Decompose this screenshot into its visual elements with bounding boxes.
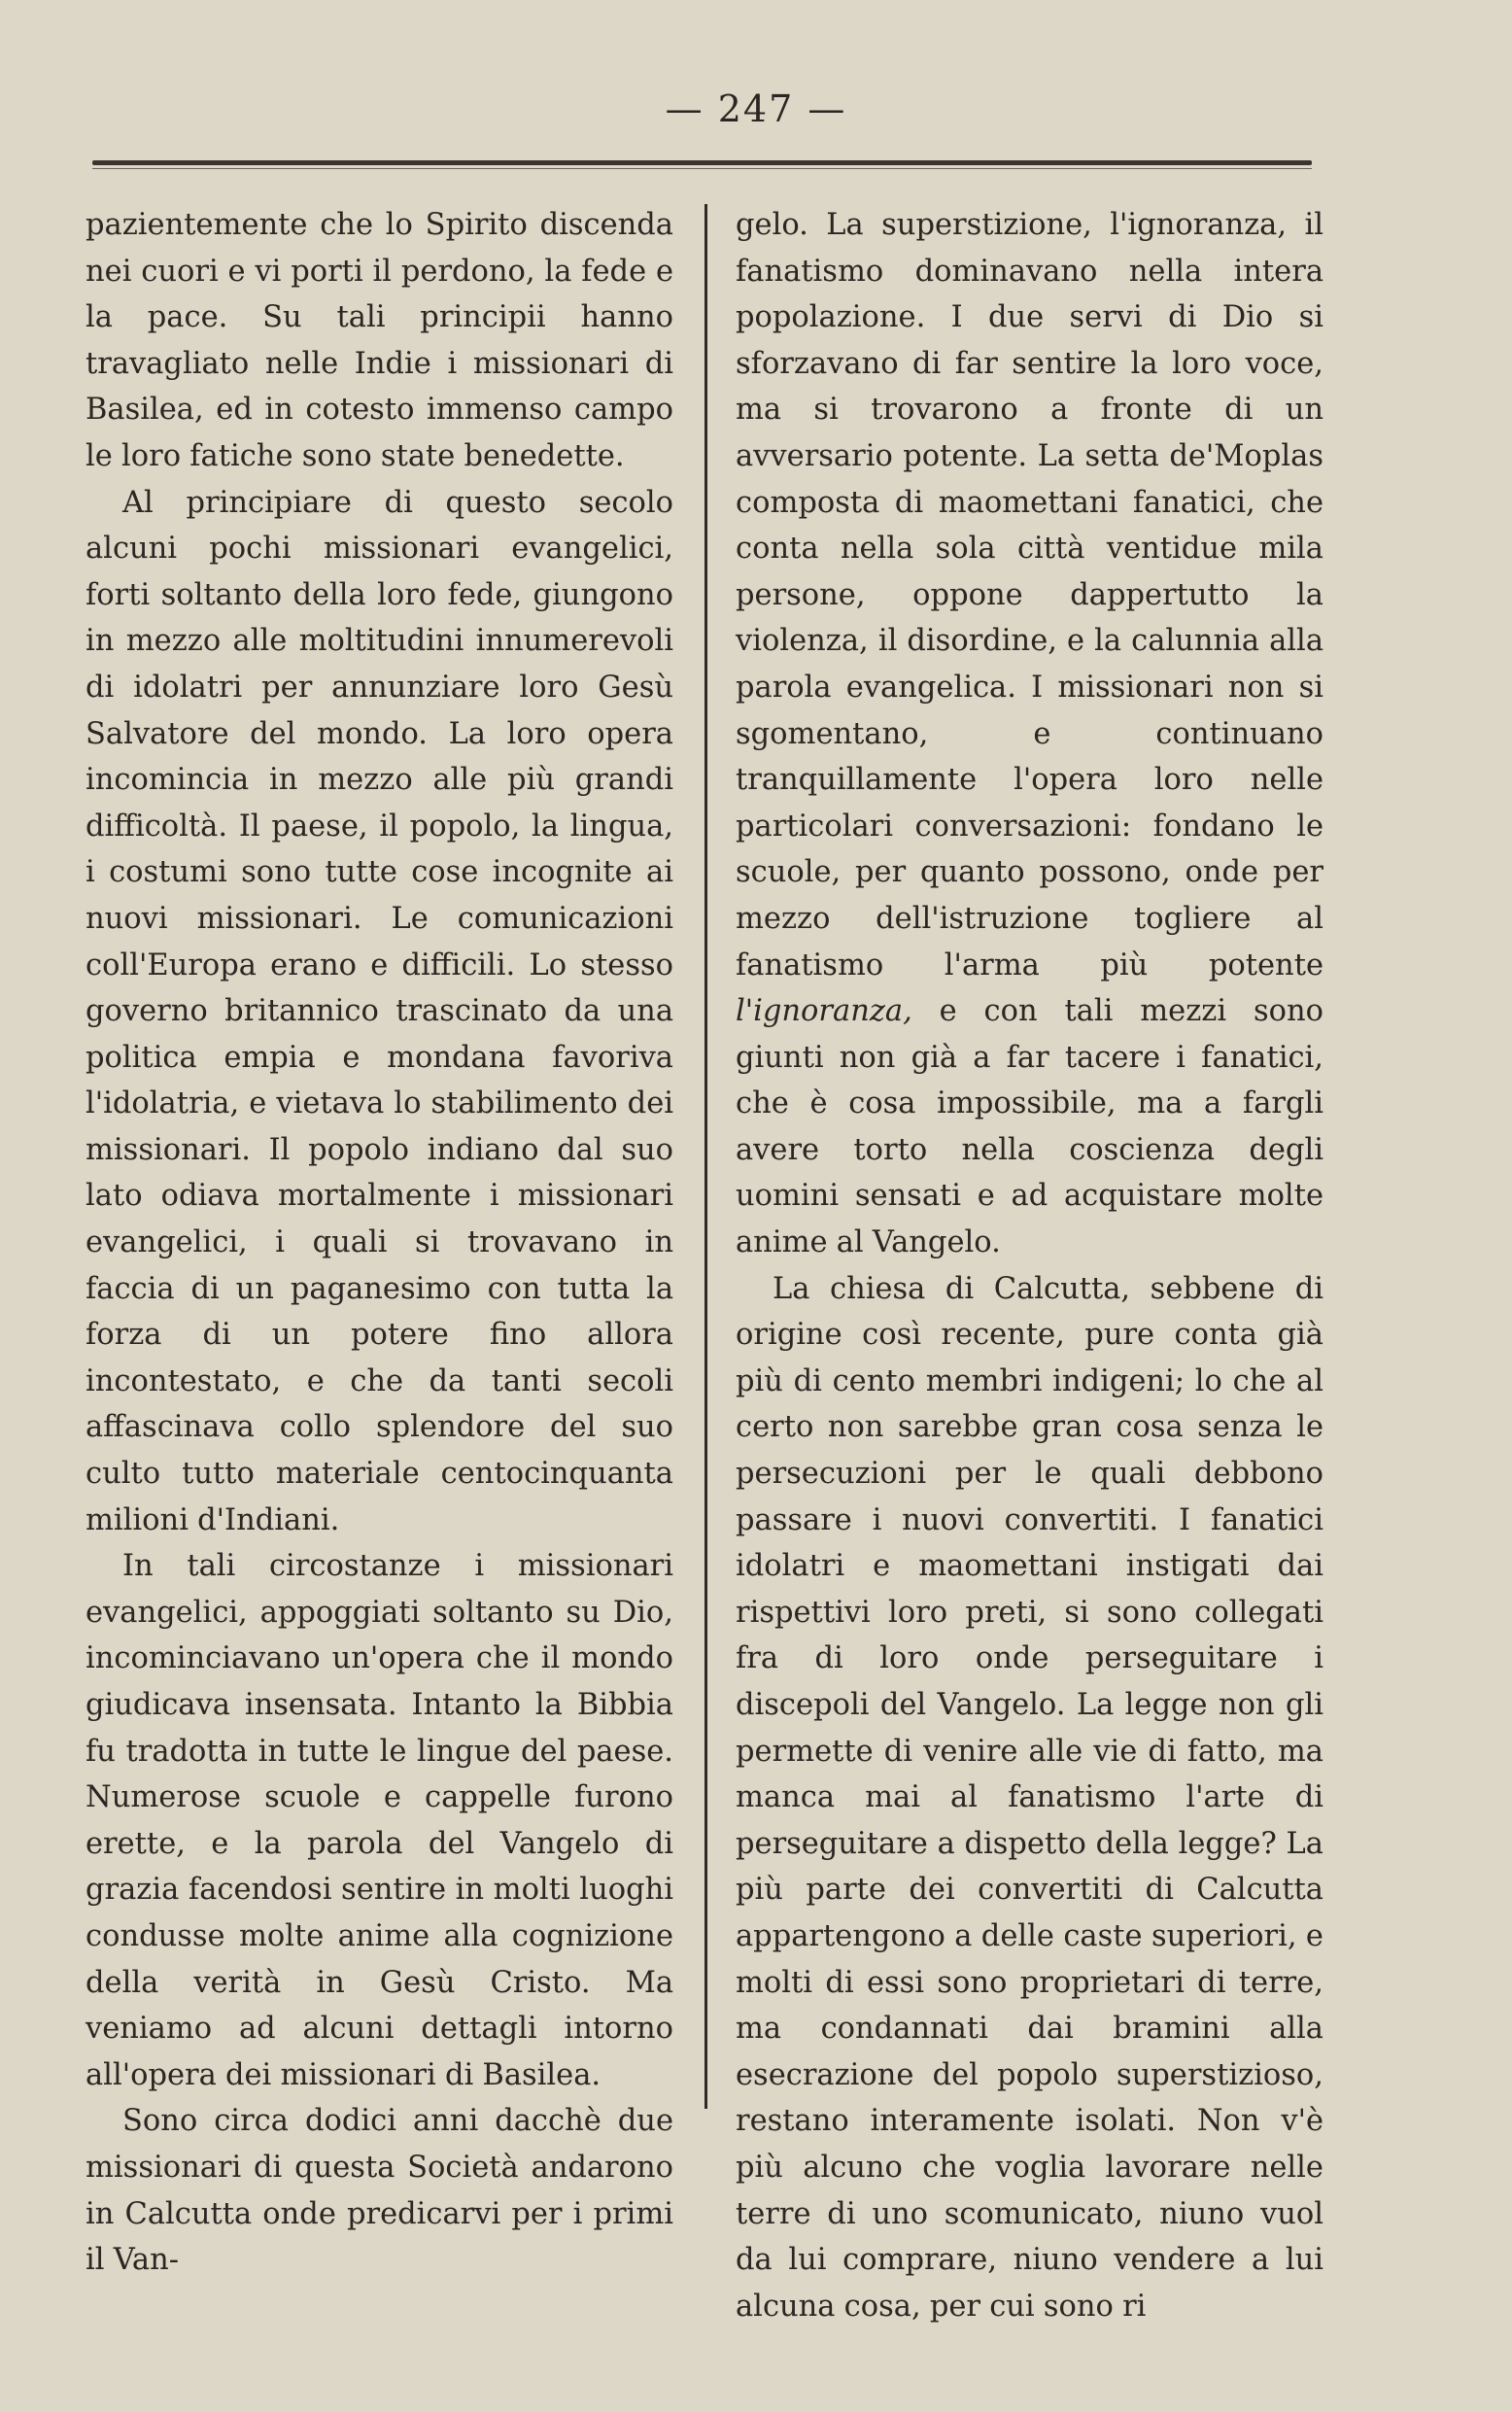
right-paragraph-1-text-a: gelo. La superstizione, l'ignoranza, il fanatismo dominavano nella intera popolazione. I due servi di Dio si sforzavano di far sentire la loro voce, ma si trovarono a fronte di un avversario potente. La setta de'Moplas composta di maomettani fanatici, che conta nella sola città ventidue mila persone, oppone dappertutto la violenza, il disordine, e la calunnia alla parola evangelica. I missionari non si sgomentano, e continuano tranquillamente l'opera loro nelle particolari conversazioni: fondano le scuole, per quanto possono, onde per mezzo dell'istruzione togliere al fanatismo l'arma più potente	[736, 208, 1323, 982]
italic-ignoranza: l'ignoranza,	[736, 994, 912, 1029]
page-number: — 247 —	[665, 87, 847, 130]
left-column	[86, 202, 673, 2284]
left-paragraph-1: pazientemente che lo Spirito discenda nei cuori e vi porti il perdono, la fede e la pace. Su tali principii hanno travagliato nelle Indie i missionari di Basilea, ed in cotesto immenso campo le loro fatiche sono state benedette.	[86, 208, 673, 473]
left-paragraph-4: Sono circa dodici anni dacchè due missionari di questa Società andarono in Calcutta onde predicarvi per i primi il Van-	[86, 2104, 673, 2278]
right-column	[736, 202, 1323, 2329]
header-rule	[92, 160, 1312, 165]
right-paragraph-1	[736, 202, 1323, 1266]
left-paragraph-3: In tali circostanze i missionari evangelici, appoggiati soltanto su Dio, incominciavano un'opera che il mondo giudicava insensata. Intanto la Bibbia fu tradotta in tutte le lingue del paese. Numerose scuole e cappelle furono erette, e la parola del Vangelo di grazia facendosi sentire in molti luoghi condusse molte anime alla cognizione della verità in Gesù Cristo. Ma veniamo ad alcuni dettagli intorno all'opera dei missionari di Basilea.	[86, 1549, 673, 2092]
left-paragraph-2: Al principiare di questo secolo alcuni pochi missionari evangelici, forti soltanto della loro fede, giungono in mezzo alle moltitudini innumerevoli di idolatri per annunziare loro Gesù Salvatore del mondo. La loro opera incomincia in mezzo alle più grandi difficoltà. Il paese, il popolo, la lingua, i costumi sono tutte cose incognite ai nuovi missionari. Le comunicazioni coll'Europa erano e difficili. Lo stesso governo britannico trascinato da una politica empia e mondana favoriva l'idolatria, e vietava lo stabilimento dei missionari. Il popolo indiano dal suo lato odiava mortalmente i missionari evangelici, i quali si trovavano in faccia di un paganesimo con tutta la forza di un potere fino allora incontestato, e che da tanti secoli affascinava collo splendore del suo culto tutto materiale centocinquanta milioni d'Indiani.	[86, 485, 673, 1537]
column-divider	[704, 204, 707, 2109]
right-paragraph-1-text-b: e con tali mezzi sono giunti non già a far tacere i fanatici, che è cosa impossibile, ma a fargli avere torto nella coscienza degli uomini sensati e ad acquistare molte anime al Vangelo.	[736, 994, 1323, 1260]
right-paragraph-2: La chiesa di Calcutta, sebbene di origine così recente, pure conta già più di cento membri indigeni; lo che al certo non sarebbe gran cosa senza le persecuzioni per le quali debbono passare i nuovi convertiti. I fanatici idolatri e maomettani instigati dai rispettivi loro preti, si sono collegati fra di loro onde perseguitare i discepoli del Vangelo. La legge non gli permette di venire alle vie di fatto, ma manca mai al fanatismo l'arte di perseguitare a dispetto della legge? La più parte dei convertiti di Calcutta appartengono a delle caste superiori, e molti di essi sono proprietari di terre, ma condannati dai bramini alla esecrazione del popolo superstizioso, restano interamente isolati. Non v'è più alcuno che voglia lavorare nelle terre di uno scomunicato, niuno vuol da lui comprare, niuno vendere a lui alcuna cosa, per cui sono ri	[736, 1271, 1323, 2324]
